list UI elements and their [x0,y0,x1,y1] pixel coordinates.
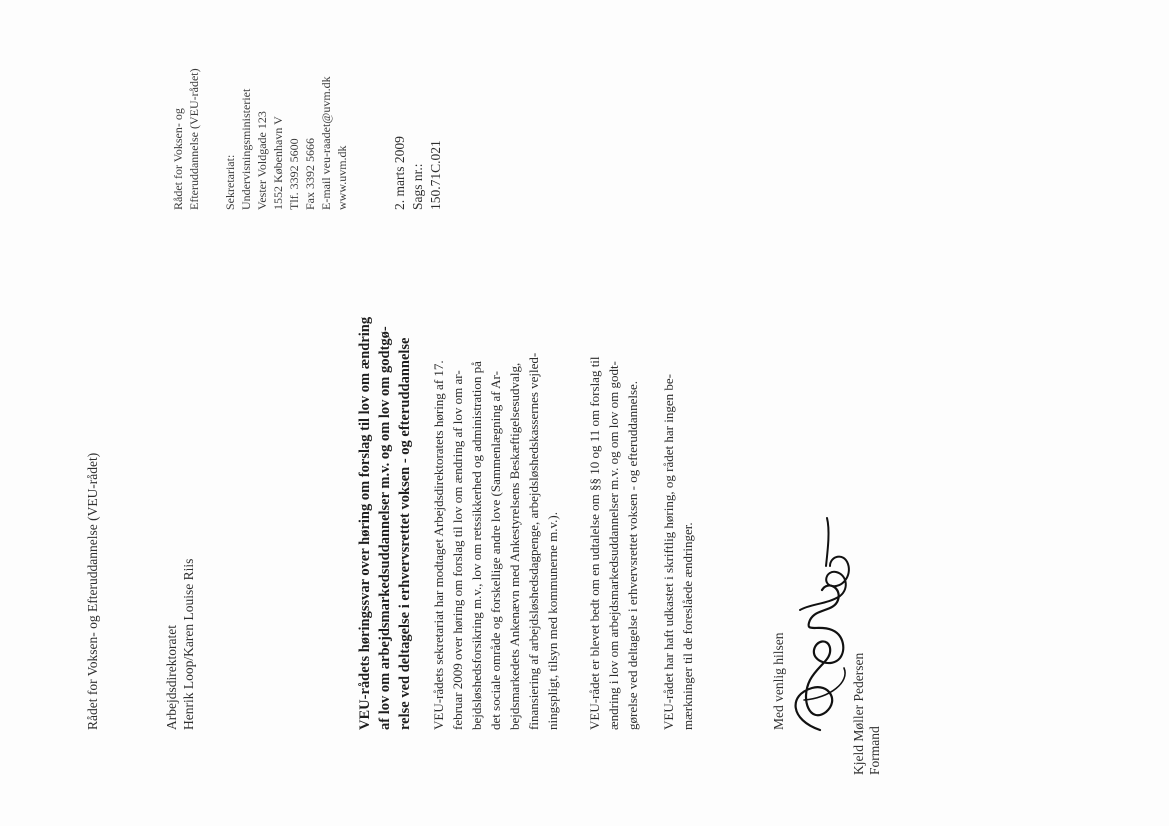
subject-line: af lov om arbejdsmarkedsuddannelser m.v. og om lov om godtgø- [377,326,393,730]
subject-line: relse ved deltagelse i erhvervsrettet voksen - og efteruddannelse [397,337,413,730]
sidebar-secretariat: Fax 3392 5666 [303,138,317,210]
case-number: 150.71C.021 [428,140,443,210]
paragraph-line: ningspligt, tilsyn med kommunerne m.v.). [545,512,560,730]
signatory-title: Formand [867,726,882,775]
case-label: Sags nr.: [410,163,425,210]
paragraph-line: VEU-rådet har haft udkastet i skriftlig høring, og rådet har ingen be- [661,374,676,730]
letter-date: 2. marts 2009 [392,136,407,210]
paragraph-line: gørelse ved deltagelse i erhvervsrettet voksen - og efteruddannelse. [625,380,640,730]
paragraph-line: VEU-rådets sekretariat har modtaget Arbejdsdirektoratets høring af 17. [431,360,446,730]
sidebar-secretariat: www.uvm.dk [335,145,349,210]
closing-greeting: Med venlig hilsen [771,632,786,730]
sidebar-secretariat: Undervisningsministeriet [239,88,253,210]
sidebar-secretariat: Vester Voldgade 123 [255,111,269,210]
paragraph-line: finansiering af arbejdsløshedsdagpenge, arbejdsløshedskassernes vejled- [526,352,541,730]
paragraph-line: bejdsmarkedets Ankenævn med Ankestyrelsens Beskæftigelsesudvalg, [507,362,522,730]
paragraph-line: det sociale område og forskellige andre love (Sammenlægning af Ar- [488,371,503,730]
recipient-org: Arbejdsdirektoratet [164,625,179,730]
letterhead: Rådet for Voksen- og Efteruddannelse (VEU-rådet) [85,452,100,730]
subject-line: VEU-rådets høringssvar over høring om forslag til lov om ændring [357,316,373,730]
sidebar-secretariat: 1552 København V [271,116,285,210]
sidebar-secretariat: Sekretariat: [223,154,237,210]
paragraph-line: VEU-rådet er blevet bedt om en udtalelse om §§ 10 og 11 om forslag til [587,356,602,730]
sidebar-council: Rådet for Voksen- og [171,108,185,210]
paragraph-line: februar 2009 over høring om forslag til lov om ændring af lov om ar- [450,370,465,730]
paragraph-line: ændring i lov om arbejdsmarkedsuddannelser m.v. og om lov om godt- [606,361,621,730]
paragraph-line: bejdsløshedsforsikring m.v., lov om retssikkerhed og administration på [469,361,484,730]
signatory-name: Kjeld Møller Pedersen [851,652,866,775]
sidebar-council: Efteruddannelse (VEU-rådet) [187,68,201,210]
sidebar-secretariat: Tlf. 3392 5600 [287,138,301,210]
paragraph-line: mærkninger til de foreslåede ændringer. [680,522,695,730]
sidebar-secretariat: E-mail veu-raadet@uvm.dk [319,76,333,210]
recipient-names: Henrik Loop/Karen Louise Riis [181,558,196,730]
